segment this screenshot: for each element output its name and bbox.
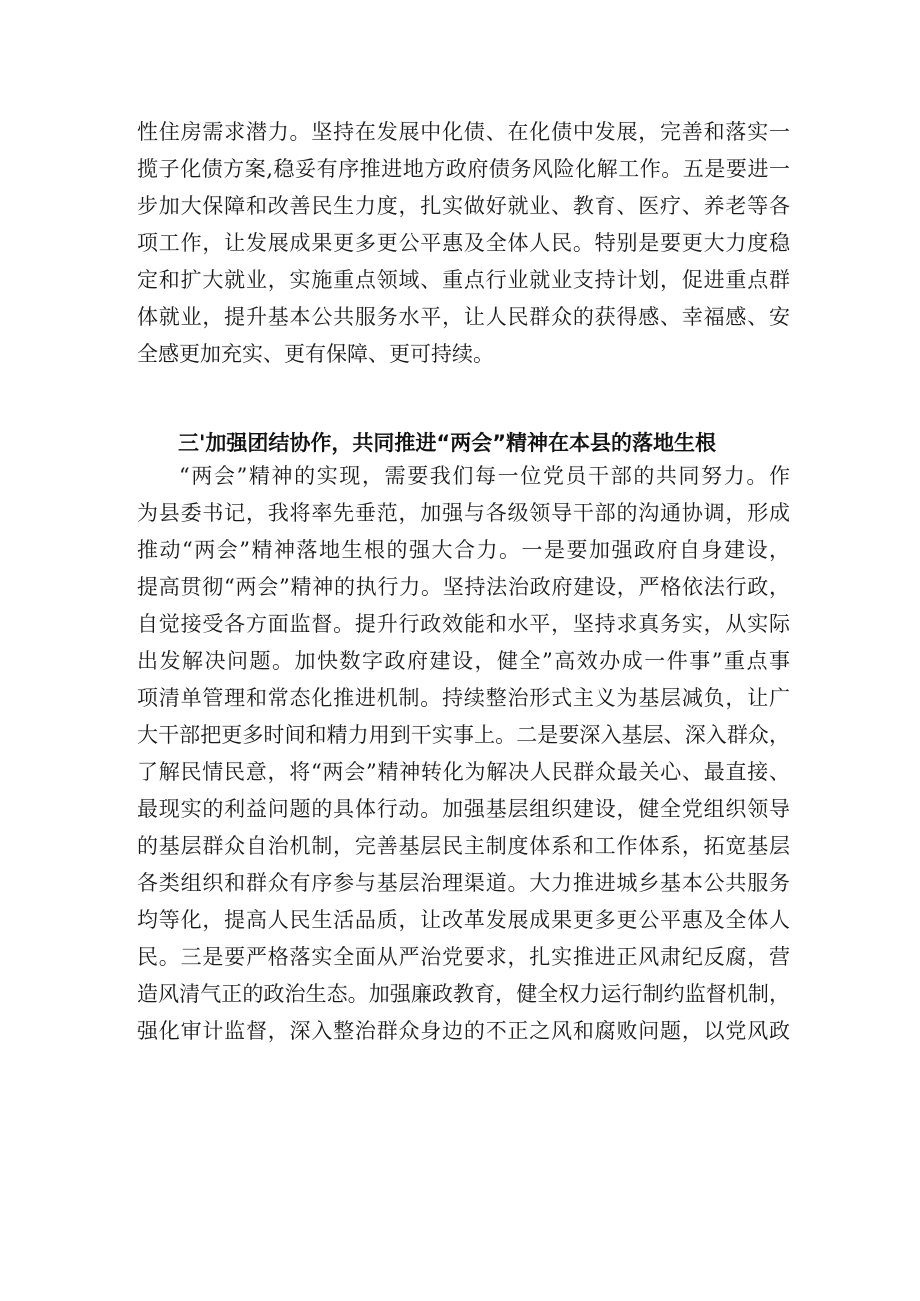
paragraph-2 <box>137 458 790 1050</box>
paragraph-1 <box>137 114 790 373</box>
paragraph-line: 了解民情民意，将“两会”精神转化为解决人民群众最关心、最直接、 <box>137 760 790 784</box>
paragraph-line: 自觉接受各方面监督。提升行政效能和水平，坚持求真务实，从实际 <box>137 612 790 636</box>
paragraph-line: 造风清气正的政治生态。加强廉政教育，健全权力运行制约监督机制， <box>137 982 790 1006</box>
paragraph-line: 出发解决问题。加快数字政府建设，健全”高效办成一件事”重点事 <box>137 649 790 673</box>
paragraph-line: 最现实的利益问题的具体行动。加强基层组织建设，健全党组织领导 <box>137 797 790 821</box>
paragraph-line: “两会”精神的实现，需要我们每一位党员干部的共同努力。作 <box>179 464 790 488</box>
paragraph-line: 的基层群众自治机制，完善基层民主制度体系和工作体系，拓宽基层 <box>137 834 790 858</box>
section-heading: 三'加强团结协作，共同推进“两会”精神在本县的落地生根 <box>178 431 717 455</box>
paragraph-line: 项清单管理和常态化推进机制。持续整治形式主义为基层减负，让广 <box>137 686 790 710</box>
paragraph-line: 推动“两会”精神落地生根的强大合力。一是要加强政府自身建设， <box>137 538 790 562</box>
paragraph-line: 步加大保障和改善民生力度，扎实做好就业、教育、医疗、养老等各 <box>137 194 790 218</box>
paragraph-line: 全感更加充实、更有保障、更可持续。 <box>137 342 494 366</box>
paragraph-line: 项工作，让发展成果更多更公平惠及全体人民。特别是要更大力度稳 <box>137 231 790 255</box>
paragraph-line: 为县委书记，我将率先垂范，加强与各级领导干部的沟通协调，形成 <box>137 501 790 525</box>
paragraph-line: 揽子化债方案,稳妥有序推进地方政府债务风险化解工作。五是要进一 <box>137 157 790 181</box>
paragraph-line: 大干部把更多时间和精力用到干实事上。二是要深入基层、深入群众， <box>137 723 790 747</box>
paragraph-line: 体就业，提升基本公共服务水平，让人民群众的获得感、幸福感、安 <box>137 305 790 329</box>
paragraph-line: 强化审计监督，深入整治群众身边的不正之风和腐败问题，以党风政 <box>137 1019 790 1043</box>
paragraph-line: 提高贯彻“两会”精神的执行力。坚持法治政府建设，严格依法行政， <box>137 575 790 599</box>
paragraph-line: 民。三是要严格落实全面从严治党要求，扎实推进正风肃纪反腐，营 <box>137 945 790 969</box>
paragraph-line: 性住房需求潜力。坚持在发展中化债、在化债中发展，完善和落实一 <box>137 120 790 144</box>
paragraph-line: 定和扩大就业，实施重点领域、重点行业就业支持计划，促进重点群 <box>137 268 790 292</box>
paragraph-line: 各类组织和群众有序参与基层治理渠道。大力推进城乡基本公共服务 <box>137 871 790 895</box>
paragraph-line: 均等化，提高人民生活品质，让改革发展成果更多更公平惠及全体人 <box>137 908 790 932</box>
